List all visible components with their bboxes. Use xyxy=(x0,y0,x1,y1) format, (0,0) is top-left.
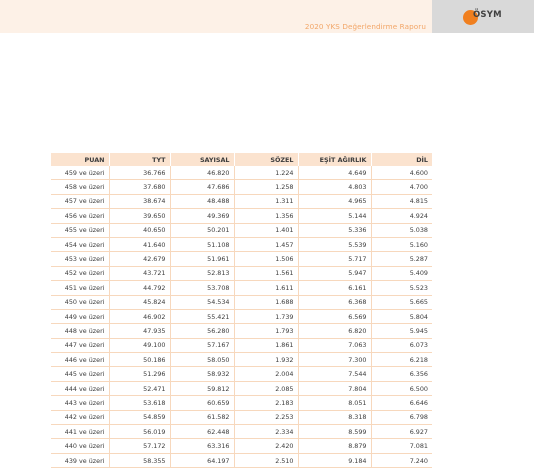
table-row xyxy=(51,353,432,367)
sayisal-cell: 56.280 xyxy=(170,324,234,338)
dil-cell: 6.927 xyxy=(371,425,432,439)
puan-cell: 449 ve üzeri xyxy=(51,309,109,323)
puan-cell: 455 ve üzeri xyxy=(51,223,109,237)
tyt-cell: 50.186 xyxy=(109,353,170,367)
sozel-cell: 2.510 xyxy=(234,453,298,467)
puan-cell: 443 ve üzeri xyxy=(51,396,109,410)
table-row xyxy=(51,194,432,208)
dil-cell: 6.646 xyxy=(371,396,432,410)
dil-cell: 4.700 xyxy=(371,180,432,194)
puan-cell: 453 ve üzeri xyxy=(51,252,109,266)
puan-cell: 452 ve üzeri xyxy=(51,266,109,280)
sozel-cell: 1.356 xyxy=(234,209,298,223)
tyt-cell: 41.640 xyxy=(109,237,170,251)
sozel-cell: 1.793 xyxy=(234,324,298,338)
sozel-cell: 1.311 xyxy=(234,194,298,208)
tyt-cell: 57.172 xyxy=(109,439,170,453)
esit-agirlik-cell: 4.803 xyxy=(298,180,371,194)
esit-agirlik-cell: 6.161 xyxy=(298,281,371,295)
puan-cell: 439 ve üzeri xyxy=(51,453,109,467)
table-row xyxy=(51,381,432,395)
column-header-tyt: TYT xyxy=(109,153,170,166)
tyt-cell: 37.680 xyxy=(109,180,170,194)
column-header-esit-agirlik: EŞİT AĞIRLIK xyxy=(298,153,371,166)
puan-cell: 442 ve üzeri xyxy=(51,410,109,424)
sozel-cell: 1.688 xyxy=(234,295,298,309)
sozel-cell: 1.561 xyxy=(234,266,298,280)
column-header-dil: DİL xyxy=(371,153,432,166)
sozel-cell: 1.506 xyxy=(234,252,298,266)
table-row xyxy=(51,209,432,223)
dil-cell: 6.798 xyxy=(371,410,432,424)
table-row xyxy=(51,324,432,338)
sozel-cell: 2.183 xyxy=(234,396,298,410)
dil-cell: 5.945 xyxy=(371,324,432,338)
esit-agirlik-cell: 5.336 xyxy=(298,223,371,237)
dil-cell: 6.500 xyxy=(371,381,432,395)
sozel-cell: 1.739 xyxy=(234,309,298,323)
sayisal-cell: 58.932 xyxy=(170,367,234,381)
tyt-cell: 43.721 xyxy=(109,266,170,280)
esit-agirlik-cell: 6.569 xyxy=(298,309,371,323)
table-row xyxy=(51,425,432,439)
tyt-cell: 54.859 xyxy=(109,410,170,424)
sayisal-cell: 54.534 xyxy=(170,295,234,309)
dil-cell: 5.523 xyxy=(371,281,432,295)
puan-cell: 451 ve üzeri xyxy=(51,281,109,295)
esit-agirlik-cell: 6.368 xyxy=(298,295,371,309)
sozel-cell: 1.861 xyxy=(234,338,298,352)
table-row xyxy=(51,295,432,309)
esit-agirlik-cell: 5.947 xyxy=(298,266,371,280)
sayisal-cell: 49.369 xyxy=(170,209,234,223)
sayisal-cell: 60.659 xyxy=(170,396,234,410)
table-row xyxy=(51,410,432,424)
dil-cell: 6.356 xyxy=(371,367,432,381)
puan-cell: 445 ve üzeri xyxy=(51,367,109,381)
sayisal-cell: 46.820 xyxy=(170,166,234,180)
dil-cell: 5.804 xyxy=(371,309,432,323)
tyt-cell: 47.935 xyxy=(109,324,170,338)
tyt-cell: 36.766 xyxy=(109,166,170,180)
sayisal-cell: 64.197 xyxy=(170,453,234,467)
table-row xyxy=(51,281,432,295)
esit-agirlik-cell: 4.965 xyxy=(298,194,371,208)
sayisal-cell: 58.050 xyxy=(170,353,234,367)
sayisal-cell: 57.167 xyxy=(170,338,234,352)
table-row xyxy=(51,309,432,323)
report-header xyxy=(0,0,432,33)
column-header-sayisal: SAYISAL xyxy=(170,153,234,166)
table-header-row xyxy=(51,153,432,166)
sozel-cell: 1.611 xyxy=(234,281,298,295)
table-row xyxy=(51,266,432,280)
esit-agirlik-cell: 8.051 xyxy=(298,396,371,410)
tyt-cell: 53.618 xyxy=(109,396,170,410)
esit-agirlik-cell: 7.063 xyxy=(298,338,371,352)
tyt-cell: 45.824 xyxy=(109,295,170,309)
tyt-cell: 49.100 xyxy=(109,338,170,352)
dil-cell: 5.409 xyxy=(371,266,432,280)
sayisal-cell: 50.201 xyxy=(170,223,234,237)
tyt-cell: 44.792 xyxy=(109,281,170,295)
sayisal-cell: 62.448 xyxy=(170,425,234,439)
sozel-cell: 2.004 xyxy=(234,367,298,381)
sozel-cell: 2.085 xyxy=(234,381,298,395)
esit-agirlik-cell: 5.539 xyxy=(298,237,371,251)
sayisal-cell: 47.686 xyxy=(170,180,234,194)
dil-cell: 4.924 xyxy=(371,209,432,223)
score-distribution-table xyxy=(51,153,432,468)
sozel-cell: 1.932 xyxy=(234,353,298,367)
table-row xyxy=(51,223,432,237)
sayisal-cell: 48.488 xyxy=(170,194,234,208)
dil-cell: 5.665 xyxy=(371,295,432,309)
esit-agirlik-cell: 5.717 xyxy=(298,252,371,266)
puan-cell: 444 ve üzeri xyxy=(51,381,109,395)
dil-cell: 6.073 xyxy=(371,338,432,352)
tyt-cell: 58.355 xyxy=(109,453,170,467)
table-row xyxy=(51,252,432,266)
esit-agirlik-cell: 7.544 xyxy=(298,367,371,381)
dil-cell: 5.287 xyxy=(371,252,432,266)
tyt-cell: 40.650 xyxy=(109,223,170,237)
sayisal-cell: 61.582 xyxy=(170,410,234,424)
column-header-puan: PUAN xyxy=(51,153,109,166)
dil-cell: 4.815 xyxy=(371,194,432,208)
esit-agirlik-cell: 9.184 xyxy=(298,453,371,467)
esit-agirlik-cell: 4.649 xyxy=(298,166,371,180)
puan-cell: 459 ve üzeri xyxy=(51,166,109,180)
sayisal-cell: 55.421 xyxy=(170,309,234,323)
puan-cell: 440 ve üzeri xyxy=(51,439,109,453)
sozel-cell: 1.258 xyxy=(234,180,298,194)
sayisal-cell: 52.813 xyxy=(170,266,234,280)
tyt-cell: 52.471 xyxy=(109,381,170,395)
dil-cell: 5.038 xyxy=(371,223,432,237)
esit-agirlik-cell: 8.599 xyxy=(298,425,371,439)
sayisal-cell: 51.108 xyxy=(170,237,234,251)
puan-cell: 457 ve üzeri xyxy=(51,194,109,208)
puan-cell: 447 ve üzeri xyxy=(51,338,109,352)
table-row xyxy=(51,237,432,251)
table-row xyxy=(51,439,432,453)
esit-agirlik-cell: 8.879 xyxy=(298,439,371,453)
table-row xyxy=(51,180,432,194)
sozel-cell: 1.224 xyxy=(234,166,298,180)
puan-cell: 456 ve üzeri xyxy=(51,209,109,223)
column-header-sozel: SÖZEL xyxy=(234,153,298,166)
sayisal-cell: 59.812 xyxy=(170,381,234,395)
puan-cell: 446 ve üzeri xyxy=(51,353,109,367)
tyt-cell: 46.902 xyxy=(109,309,170,323)
table-body xyxy=(51,166,432,468)
esit-agirlik-cell: 5.144 xyxy=(298,209,371,223)
sozel-cell: 2.420 xyxy=(234,439,298,453)
table-row xyxy=(51,396,432,410)
esit-agirlik-cell: 6.820 xyxy=(298,324,371,338)
logo-text: ÖSYM xyxy=(473,10,502,20)
table-row xyxy=(51,453,432,467)
table-row xyxy=(51,338,432,352)
esit-agirlik-cell: 8.318 xyxy=(298,410,371,424)
tyt-cell: 51.296 xyxy=(109,367,170,381)
tyt-cell: 38.674 xyxy=(109,194,170,208)
sozel-cell: 1.401 xyxy=(234,223,298,237)
report-title: 2020 YKS Değerlendirme Raporu xyxy=(304,22,426,31)
dil-cell: 6.218 xyxy=(371,353,432,367)
sozel-cell: 1.457 xyxy=(234,237,298,251)
puan-cell: 454 ve üzeri xyxy=(51,237,109,251)
sayisal-cell: 63.316 xyxy=(170,439,234,453)
puan-cell: 458 ve üzeri xyxy=(51,180,109,194)
sayisal-cell: 51.961 xyxy=(170,252,234,266)
tyt-cell: 56.019 xyxy=(109,425,170,439)
puan-cell: 441 ve üzeri xyxy=(51,425,109,439)
esit-agirlik-cell: 7.804 xyxy=(298,381,371,395)
sayisal-cell: 53.708 xyxy=(170,281,234,295)
dil-cell: 7.240 xyxy=(371,453,432,467)
dil-cell: 7.081 xyxy=(371,439,432,453)
tyt-cell: 42.679 xyxy=(109,252,170,266)
table-row xyxy=(51,367,432,381)
table-row xyxy=(51,166,432,180)
puan-cell: 450 ve üzeri xyxy=(51,295,109,309)
tyt-cell: 39.650 xyxy=(109,209,170,223)
dil-cell: 4.600 xyxy=(371,166,432,180)
sozel-cell: 2.253 xyxy=(234,410,298,424)
puan-cell: 448 ve üzeri xyxy=(51,324,109,338)
esit-agirlik-cell: 7.300 xyxy=(298,353,371,367)
dil-cell: 5.160 xyxy=(371,237,432,251)
sozel-cell: 2.334 xyxy=(234,425,298,439)
